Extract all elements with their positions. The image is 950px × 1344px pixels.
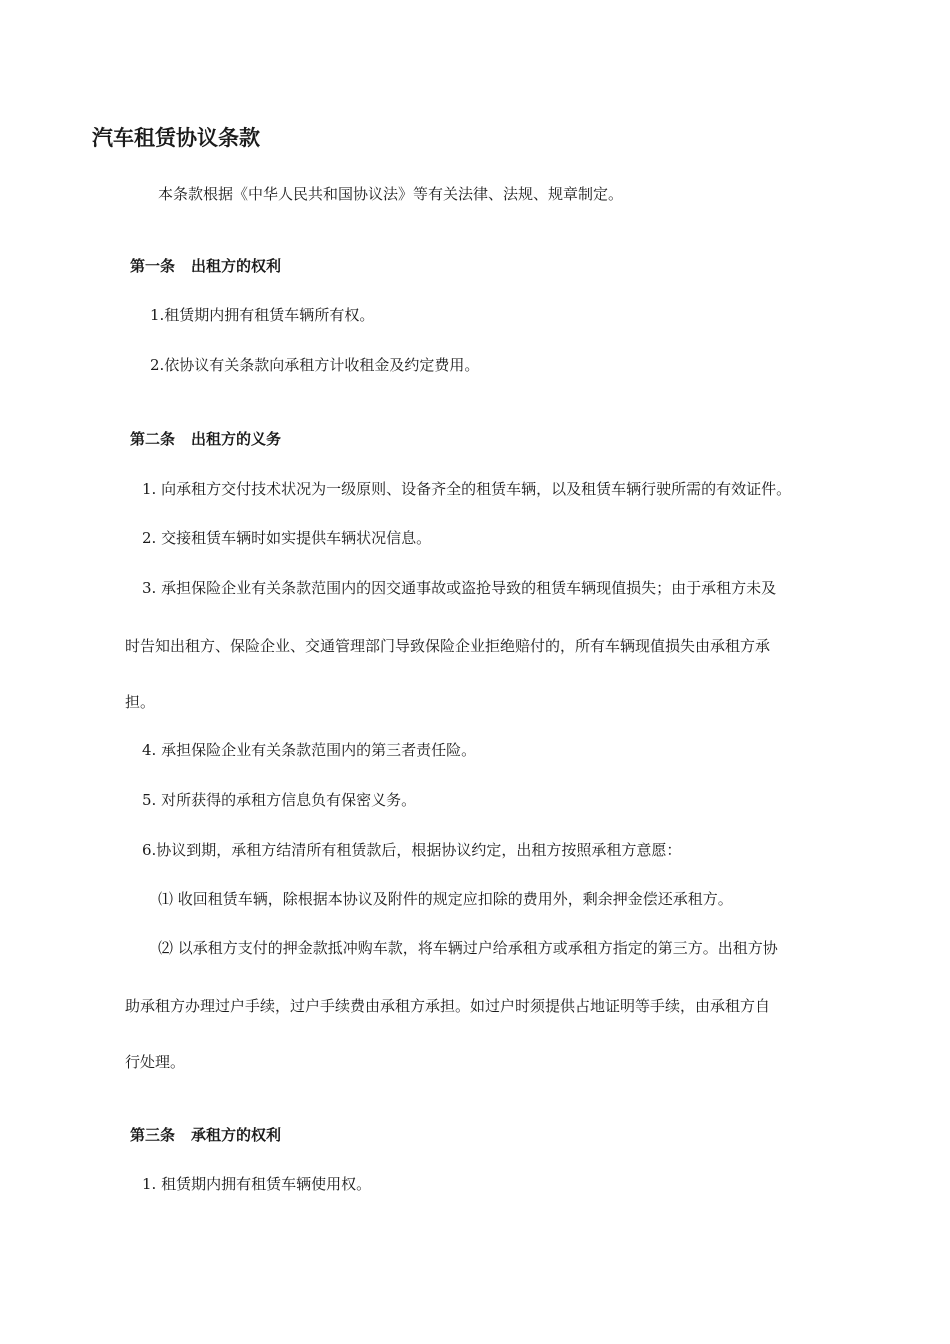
section-1-line-2: 2.依协议有关条款向承租方计收租金及约定费用。 [150,356,480,374]
section-number: 第三条 [130,1126,176,1144]
section-2-line-3: 3. 承担保险企业有关条款范围内的因交通事故或盗抢导致的租赁车辆现值损失；由于承租方未及 [142,579,777,597]
section-2-line-1: 1. 向承租方交付技术状况为一级原则、设备齐全的租赁车辆，以及租赁车辆行驶所需的有效证件。 [142,480,792,498]
section-heading-2 [130,429,281,449]
section-1-line-1: 1.租赁期内拥有租赁车辆所有权。 [150,306,375,324]
section-2-line-9: ⑴ 收回租赁车辆，除根据本协议及附件的规定应扣除的费用外，剩余押金偿还承租方。 [158,890,733,908]
section-title: 出租方的义务 [191,430,282,448]
intro-paragraph: 本条款根据《中华人民共和国协议法》等有关法律、法规、规章制定。 [158,185,624,203]
section-heading-3 [130,1125,281,1145]
section-2-line-8: 6.协议到期，承租方结清所有租赁款后，根据协议约定，出租方按照承租方意愿： [142,841,682,859]
section-number: 第一条 [130,257,176,275]
section-title: 出租方的权利 [191,257,282,275]
section-2-line-6: 4. 承担保险企业有关条款范围内的第三者责任险。 [142,741,477,759]
section-title: 承租方的权利 [191,1126,282,1144]
section-3-line-1: 1. 租赁期内拥有租赁车辆使用权。 [142,1175,372,1193]
document-title: 汽车租赁协议条款 [92,126,260,150]
section-2-line-2: 2. 交接租赁车辆时如实提供车辆状况信息。 [142,529,432,547]
section-heading-1 [130,256,281,276]
section-2-line-11: 助承租方办理过户手续，过户手续费由承租方承担。如过户时须提供占地证明等手续，由承租方自 [125,997,771,1015]
section-2-line-12: 行处理。 [125,1053,186,1071]
section-number: 第二条 [130,430,176,448]
section-2-line-5: 担。 [125,693,156,711]
section-2-line-4: 时告知出租方、保险企业、交通管理部门导致保险企业拒绝赔付的，所有车辆现值损失由承租方承 [125,637,771,655]
section-2-line-10: ⑵ 以承租方支付的押金款抵冲购车款，将车辆过户给承租方或承租方指定的第三方。出租方协 [158,939,778,957]
section-2-line-7: 5. 对所获得的承租方信息负有保密义务。 [142,791,417,809]
